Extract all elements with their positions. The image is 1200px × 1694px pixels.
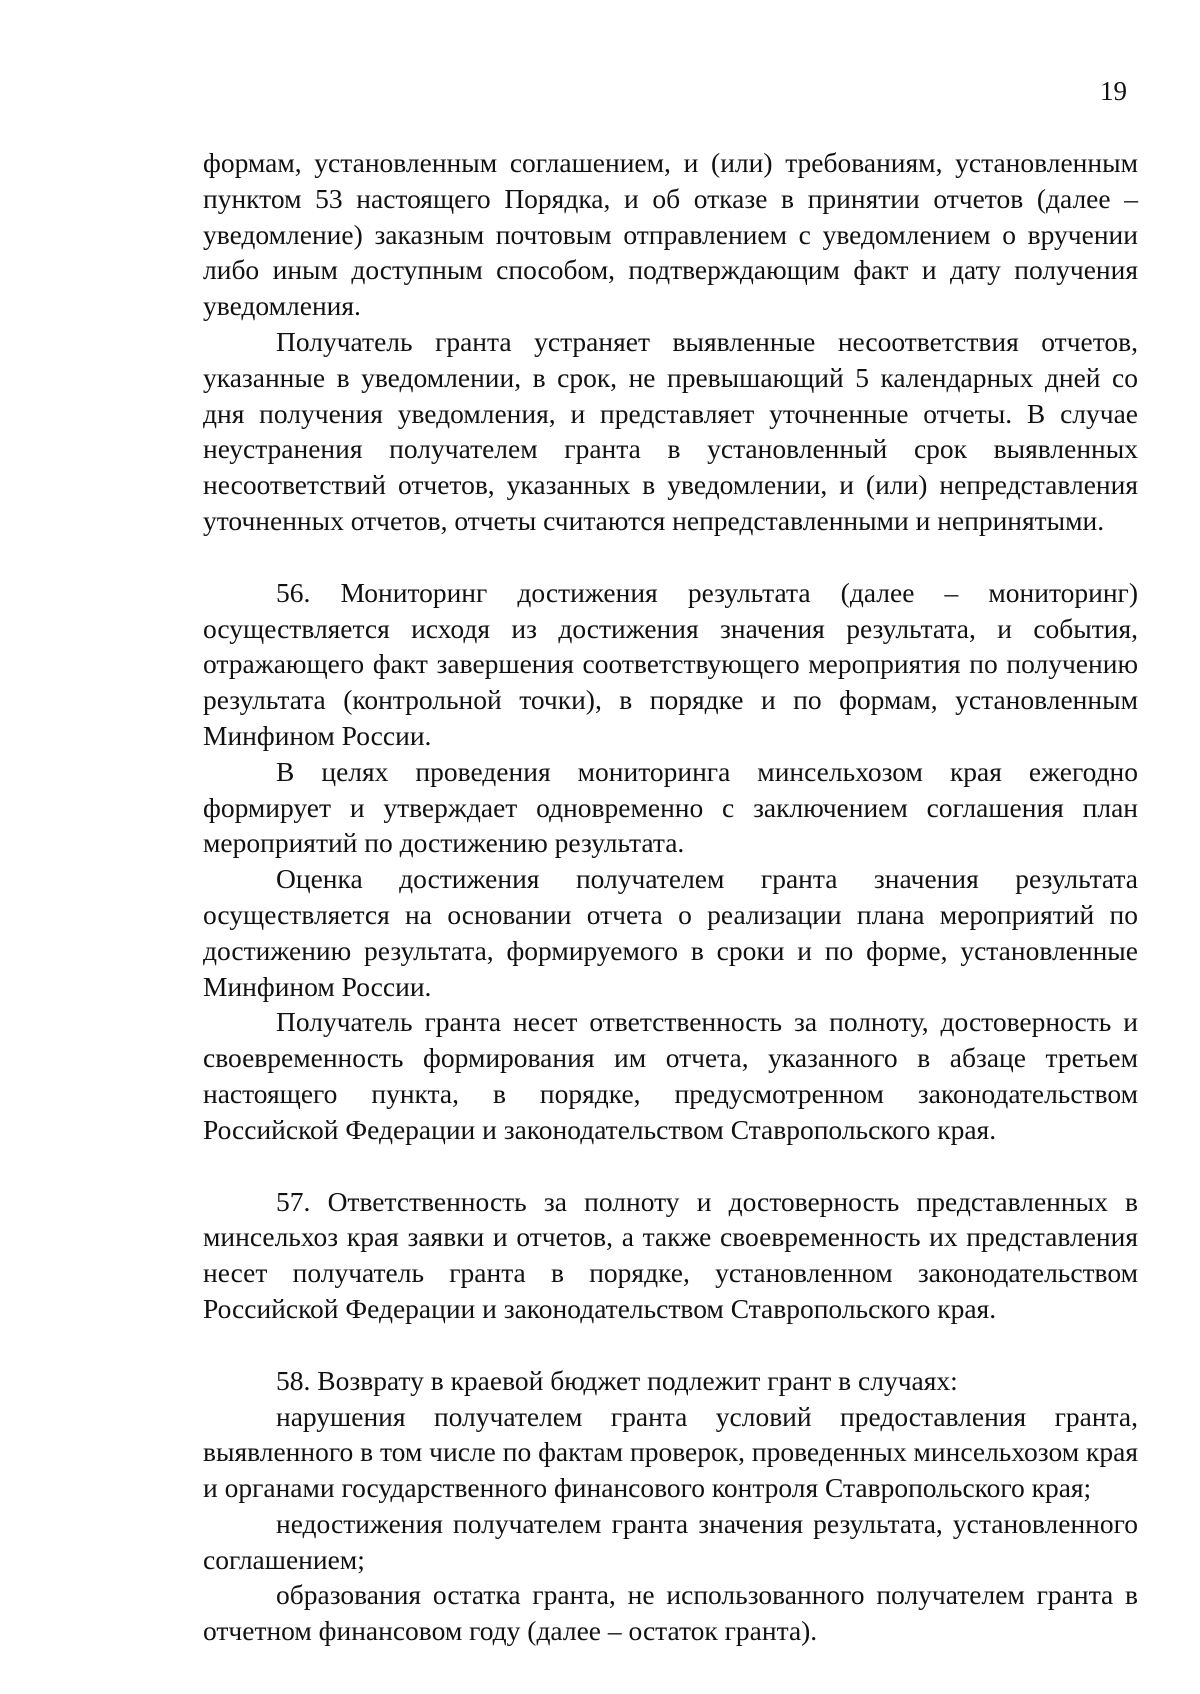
paragraph-monitoring-plan: В целях проведения мониторинга минсельхозом края ежегодно формирует и утверждает одновременно с заключением соглашения план мероприятий по достижению результата. bbox=[203, 755, 1138, 859]
page-number: 19 bbox=[1100, 76, 1127, 106]
paragraph-refund-case-violation: нарушения получателем гранта условий предоставления гранта, выявленного в том числе по фактам проверок, проведенных минсельхозом края и органами государственного финансового контроля Ставропольского края; bbox=[203, 1400, 1138, 1504]
paragraph-grant-recipient-corrections: Получатель гранта устраняет выявленные несоответствия отчетов, указанные в уведомлении, в срок, не превышающий 5 календарных дней со дня получения уведомления, и представляет уточненные отчеты. В случае неустранения получателем гранта в установленный срок выявленных несоответствий отчетов, указанных в уведомлении, и (или) непредставления уточненных отчетов, отчеты считаются непредставленными и непринятыми. bbox=[203, 325, 1138, 536]
document-body bbox=[203, 145, 1138, 1649]
paragraph-recipient-responsibility: Получатель гранта несет ответственность за полноту, достоверность и своевременность формирования им отчета, указанного в абзаце третьем настоящего пункта, в порядке, предусмотренном законодательством Российской Федерации и законодательством Ставропольского края. bbox=[203, 1006, 1138, 1145]
paragraph-refund-case-balance: образования остатка гранта, не использованного получателем гранта в отчетном финансовом году (далее – остаток гранта). bbox=[203, 1579, 1138, 1647]
paragraph-56-monitoring: 56. Мониторинг достижения результата (далее – мониторинг) осуществляется исходя из достижения значения результата, и события, отражающего факт завершения соответствующего мероприятия по получению результата (контрольной точки), в порядке и по формам, установленным Минфином России. bbox=[203, 576, 1138, 751]
paragraph-58-refund: 58. Возврату в краевой бюджет подлежит грант в случаях: bbox=[276, 1364, 958, 1396]
paragraph-refund-case-not-achieved: недостижения получателем гранта значения результата, установленного соглашением; bbox=[203, 1507, 1138, 1575]
paragraph-57-responsibility: 57. Ответственность за полноту и достоверность представленных в минсельхоз края заявки и отчетов, а также своевременность их представления несет получатель гранта в порядке, установленном законодательством Российской Федерации и законодательством Ставропольского края. bbox=[203, 1185, 1138, 1324]
paragraph-continuation: формам, установленным соглашением, и (или) требованиям, установленным пунктом 53 настоящего Порядка, и об отказе в принятии отчетов (далее – уведомление) заказным почтовым отправлением с уведомлением о вручении либо иным доступным способом, подтверждающим факт и дату получения уведомления. bbox=[203, 147, 1138, 322]
paragraph-result-assessment: Оценка достижения получателем гранта значения результата осуществляется на основании отчета о реализации плана мероприятий по достижению результата, формируемого в сроки и по форме, установленные Минфином России. bbox=[203, 863, 1138, 1002]
